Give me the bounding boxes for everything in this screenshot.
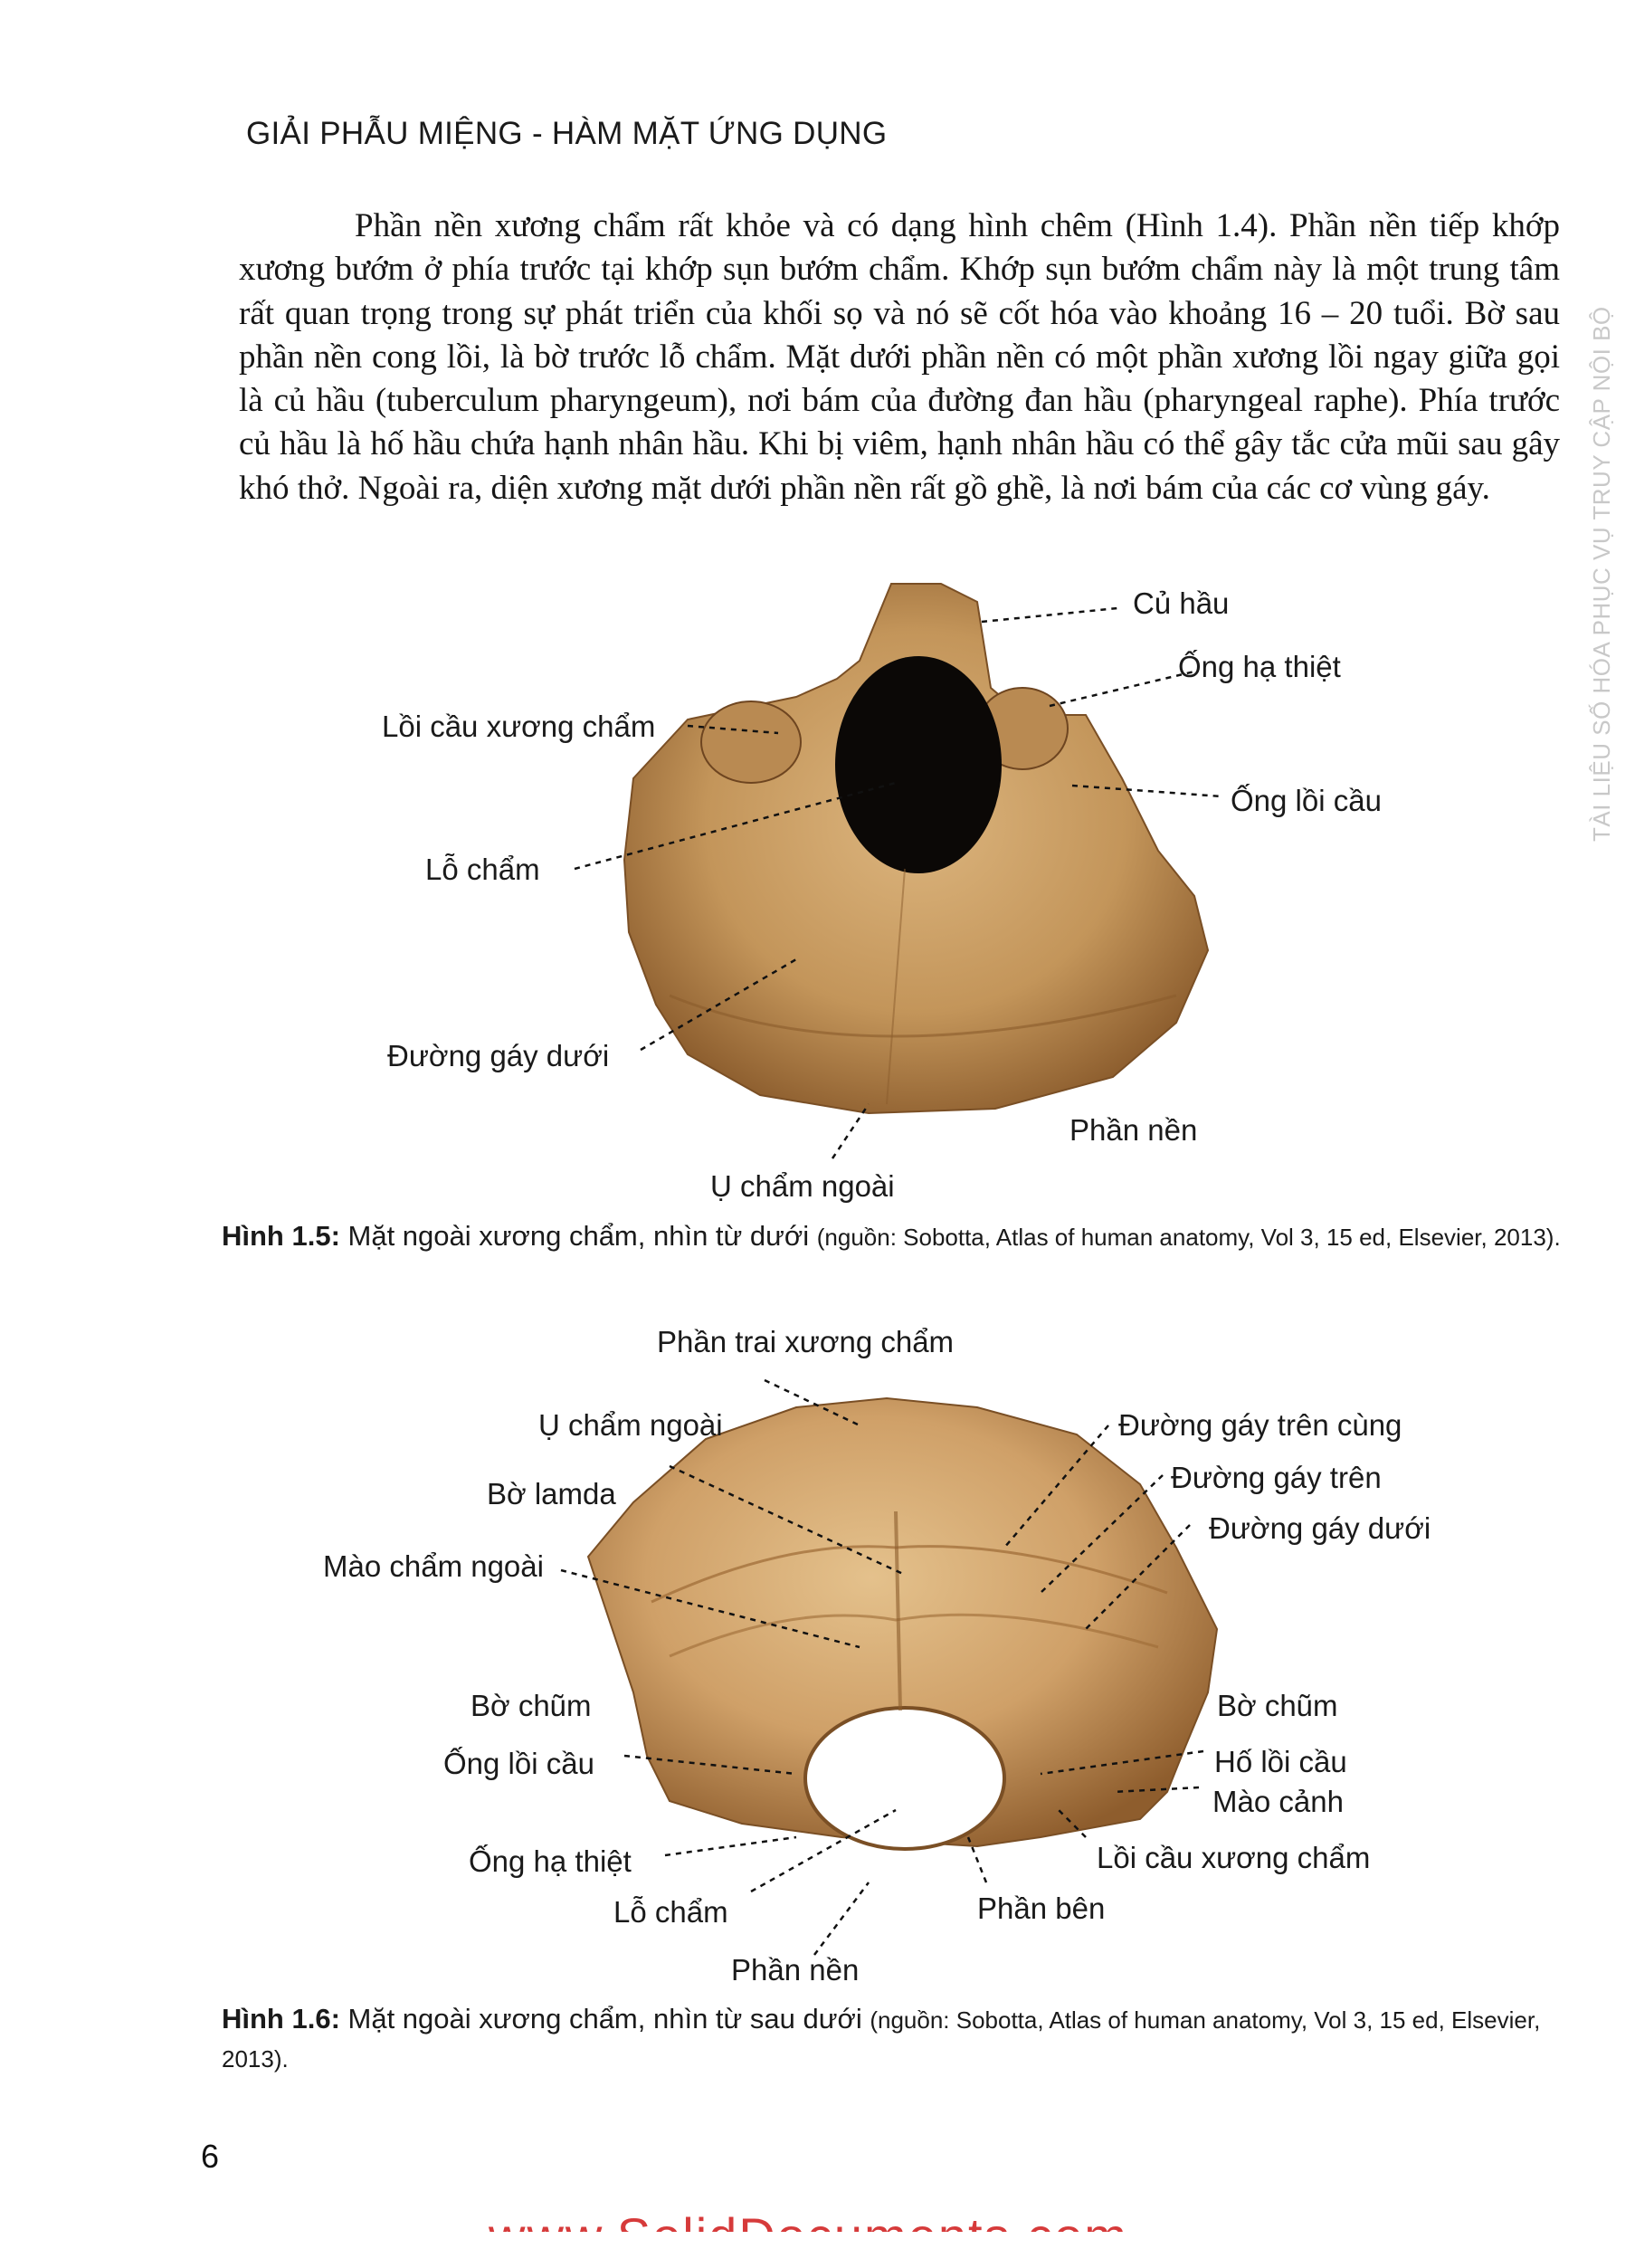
label-duong-gay-tren-cung: Đường gáy trên cùng: [1118, 1408, 1402, 1442]
caption-source: (nguồn: Sobotta, Atlas of human anatomy, Vol 3, 15 ed, Elsevier, 2013).: [816, 1224, 1561, 1251]
footer-crop-mask: [0, 2232, 1635, 2268]
caption-label: Hình 1.6:: [222, 2003, 340, 2035]
label-phan-trai-xuong-cham: Phần trai xương chẩm: [657, 1325, 955, 1358]
label-bo-chum-right: Bờ chũm: [1217, 1689, 1338, 1722]
label-ong-ha-thiet: Ống hạ thiệt: [1178, 650, 1341, 683]
label-lo-cham-2: Lỗ chẩm: [613, 1895, 728, 1929]
label-u-cham-ngoai-2: Ụ chẩm ngoài: [538, 1408, 723, 1442]
caption-text: Mặt ngoài xương chẩm, nhìn từ dưới: [339, 1220, 817, 1252]
running-head: GIẢI PHẪU MIỆNG - HÀM MẶT ỨNG DỤNG: [246, 116, 888, 151]
label-ong-loi-cau-2: Ống lồi cầu: [443, 1747, 594, 1780]
label-phan-nen-2: Phần nền: [731, 1953, 860, 1987]
label-lo-cham: Lỗ chẩm: [425, 853, 540, 886]
caption-text: Mặt ngoài xương chẩm, nhìn từ sau dưới: [339, 2003, 870, 2035]
caption-source: (nguồn: Sobotta, Atlas of human anatomy, Vol 3, 15 ed, Elsevier, 2013).: [222, 2006, 1541, 2073]
figure-1-6-caption: [222, 2000, 1561, 2078]
paragraph-text: Phần nền xương chẩm rất khỏe và có dạng hình chêm (Hình 1.4). Phần nền tiếp khớp xương bướm ở phía trước tại khớp sụn bướm chẩm. Khớp sụn bướm chẩm này là một trung tâm rất quan trọng trong sự phát triển của khối sọ và nó sẽ cốt hóa vào khoảng 16 – 20 tuổi. Bờ sau phần nền cong lồi, là bờ trước lỗ chẩm. Mặt dưới phần nền có một phần xương lồi ngay giữa gọi là củ hầu (tuberculum pharyngeum), nơi bám của đường đan hầu (pharyngeal raphe). Phía trước củ hầu là hố hầu chứa hạnh nhân hầu. Khi bị viêm, hạnh nhân hầu có thể gây tắc cửa mũi sau gây khó thở. Ngoài ra, diện xương mặt dưới phần nền rất gồ ghề, là nơi bám của các cơ vùng gáy.: [239, 207, 1560, 507]
body-paragraph: [239, 205, 1560, 510]
label-bo-lamda: Bờ lamda: [487, 1477, 616, 1510]
label-bo-chum-left: Bờ chũm: [471, 1689, 592, 1722]
label-cu-hau: Củ hầu: [1133, 586, 1230, 620]
label-loi-cau-xuong-cham: Lồi cầu xương chẩm: [382, 710, 656, 743]
label-duong-gay-tren: Đường gáy trên: [1171, 1461, 1382, 1494]
label-phan-nen: Phần nền: [1069, 1113, 1198, 1147]
label-duong-gay-duoi: Đường gáy dưới: [387, 1039, 610, 1072]
figure-1-5-image: [0, 570, 1635, 1204]
label-duong-gay-duoi-2: Đường gáy dưới: [1209, 1511, 1431, 1545]
label-u-cham-ngoai: Ụ chẩm ngoài: [710, 1169, 895, 1203]
label-ong-ha-thiet-2: Ống hạ thiệt: [469, 1844, 632, 1878]
label-mao-canh: Mào cảnh: [1212, 1785, 1344, 1818]
page-number: 6: [201, 2138, 220, 2175]
label-ong-loi-cau: Ống lồi cầu: [1231, 784, 1382, 817]
label-loi-cau-xuong-cham-2: Lồi cầu xương chẩm: [1097, 1841, 1371, 1874]
label-mao-cham-ngoai: Mào chẩm ngoài: [323, 1549, 544, 1583]
figure-1-5-caption: [222, 1217, 1561, 1256]
side-watermark: TÀI LIỆU SỐ HÓA PHỤC VỤ TRUY CẬP NỘI BỘ: [1588, 306, 1615, 842]
label-phan-ben: Phần bên: [977, 1892, 1106, 1925]
label-ho-loi-cau: Hố lồi cầu: [1214, 1745, 1347, 1778]
caption-label: Hình 1.5:: [222, 1220, 340, 1252]
